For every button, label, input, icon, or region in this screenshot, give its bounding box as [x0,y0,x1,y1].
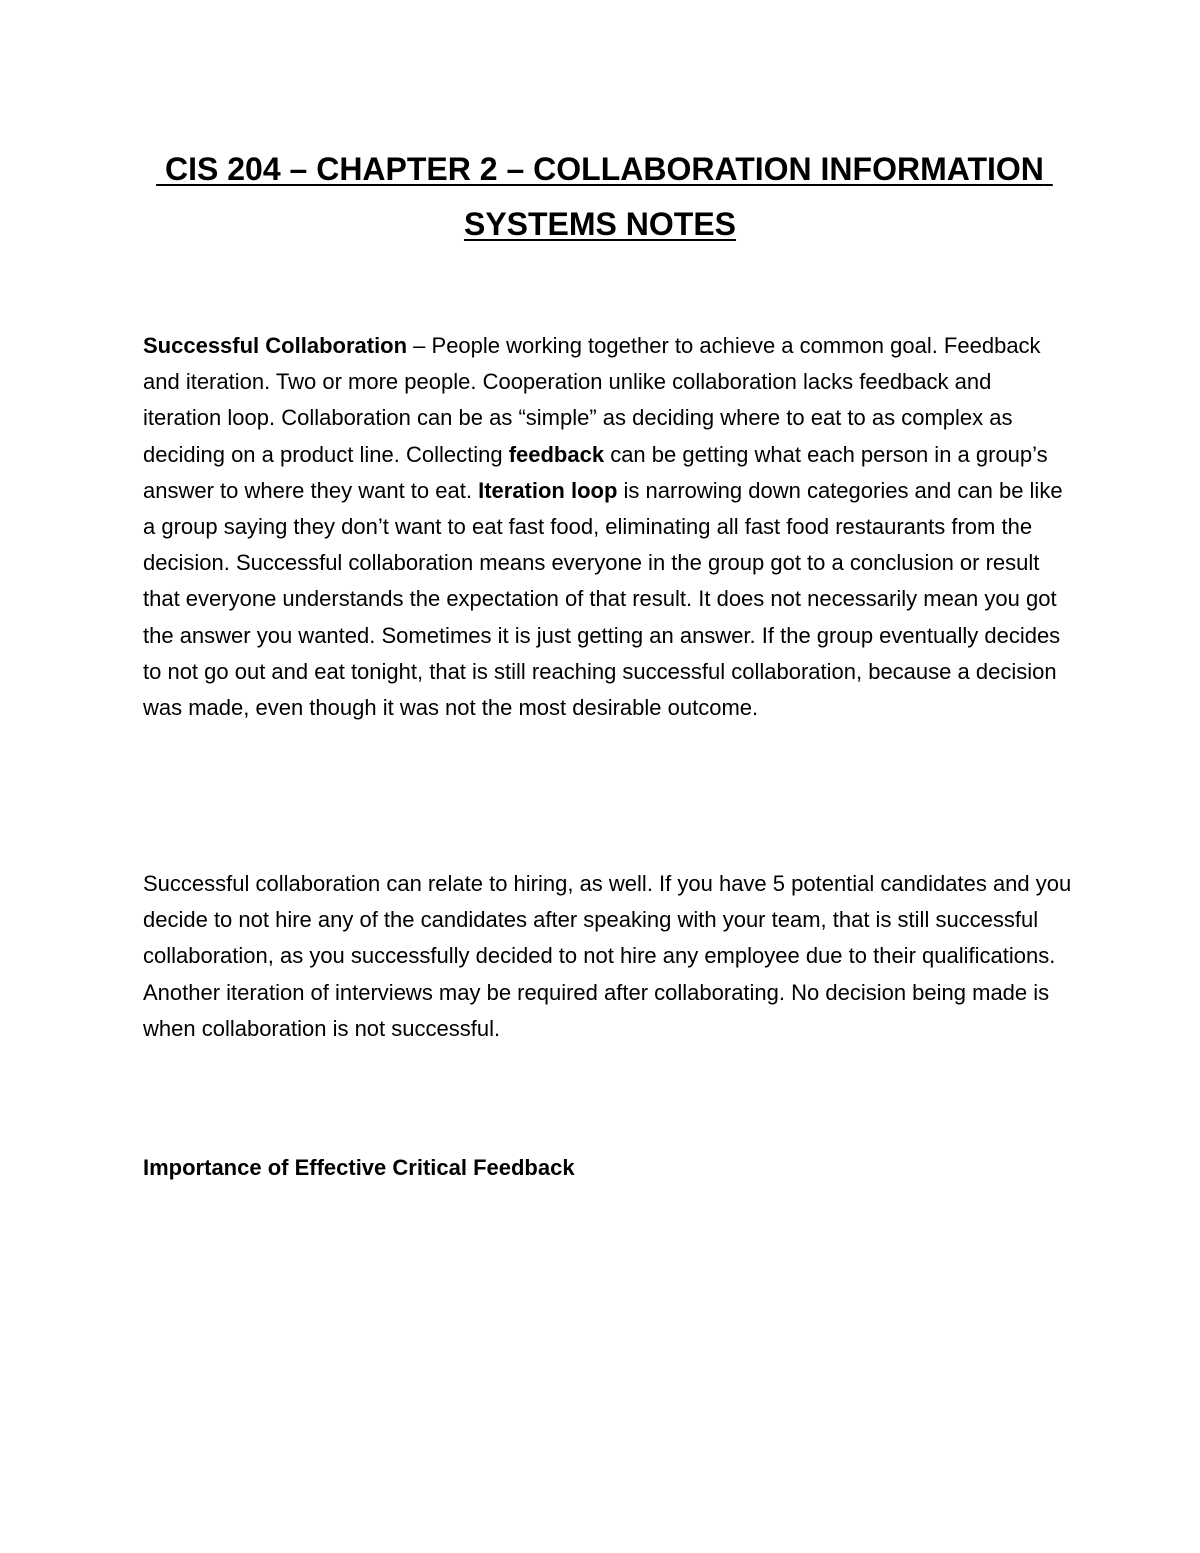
term-iteration-loop: Iteration loop [478,477,618,503]
paragraph-text-part2: can be getting what each person in a group’s answer to where they want to eat. [143,441,1048,503]
document-title: CIS 204 – CHAPTER 2 – COLLABORATION INFORMATION SYSTEMS NOTES [156,151,1053,242]
term-successful-collaboration: Successful Collaboration [143,333,408,358]
term-feedback: feedback [508,441,605,467]
paragraph-successful-collaboration [143,328,1073,726]
paragraph-text-part3: is narrowing down categories and can be like a group saying they don’t want to eat fast food, eliminating all fast food restaurants from the decision. Successful collaboration means everyone in the group got to a conclusion or result that everyone understands the expectation of that result. It does not necessarily mean you got the answer you wanted. Sometimes it is just getting an answer. If the group eventually decides to not go out and eat tonight, that is still reaching successful collaboration, because a decision was made, even though it was not the most desirable outcome. [143,477,1063,721]
paragraph-hiring: Successful collaboration can relate to hiring, as well. If you have 5 potential candidates and you decide to not hire any of the candidates after speaking with your team, that is still successful collaboration, as you successfully decided to not hire any employee due to their qualifications. Another iteration of interviews may be required after collaborating. No decision being made is when collaboration is not successful. [143,871,1072,1041]
paragraph-text-part1: – People working together to achieve a common goal. Feedback and iteration. Two or more people. Cooperation unlike collaboration lacks feedback and iteration loop. Collaboration can be as “simple” as deciding where to eat to as complex as deciding on a product line. Collecting [143,333,1041,467]
section-heading-critical-feedback: Importance of Effective Critical Feedback [143,1155,575,1180]
